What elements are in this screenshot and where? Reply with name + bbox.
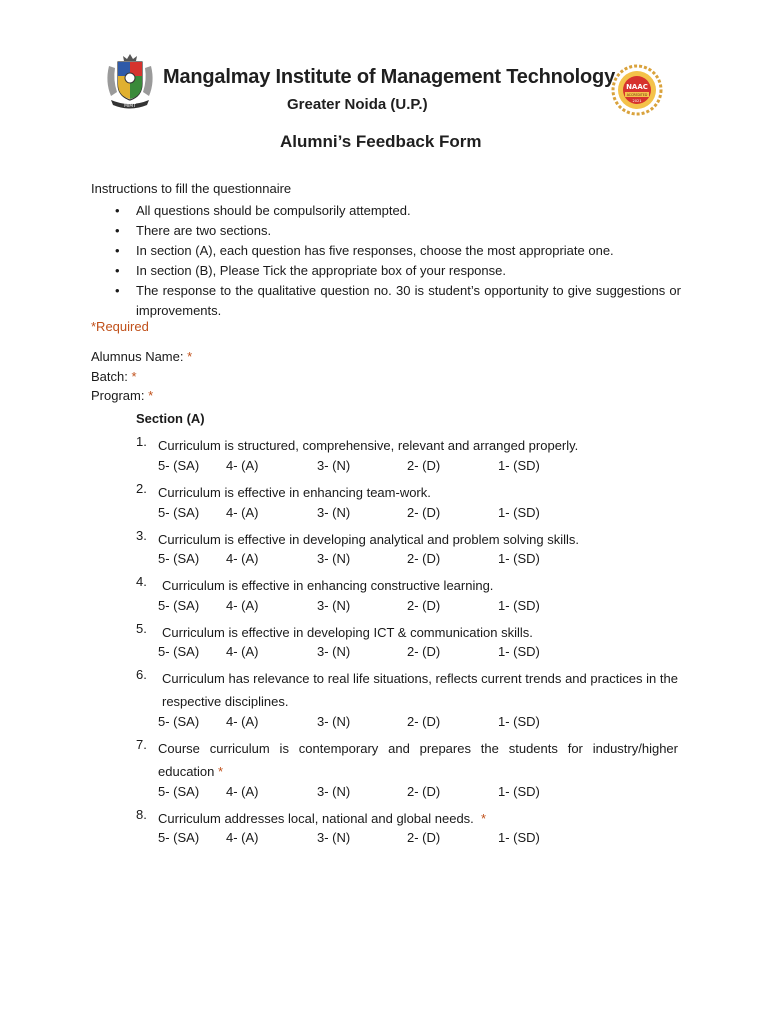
option-sd[interactable]: 1- (SD) bbox=[498, 714, 540, 729]
question-number: 6. bbox=[136, 667, 147, 682]
option-a[interactable]: 4- (A) bbox=[226, 714, 259, 729]
option-sa[interactable]: 5- (SA) bbox=[158, 505, 200, 520]
question-text: Curriculum is effective in developing ICT & communication skills. bbox=[162, 625, 533, 640]
batch-field[interactable] bbox=[91, 369, 137, 384]
question-text: Curriculum has relevance to real life situations, reflects current trends and practices in the respective disciplines. bbox=[162, 671, 678, 709]
program-field[interactable] bbox=[91, 388, 153, 403]
required-star: * bbox=[481, 811, 487, 826]
option-n[interactable]: 3- (N) bbox=[317, 644, 351, 659]
option-sa[interactable]: 5- (SA) bbox=[158, 784, 200, 799]
option-sa[interactable]: 5- (SA) bbox=[158, 644, 200, 659]
option-n[interactable]: 3- (N) bbox=[317, 598, 351, 613]
instructions-list bbox=[91, 201, 681, 321]
svg-text:2021: 2021 bbox=[632, 99, 642, 103]
instruction-item: • In section (A), each question has five responses, choose the most appropriate one. bbox=[91, 241, 681, 261]
question-number: 4. bbox=[136, 574, 147, 589]
question-number: 1. bbox=[136, 434, 147, 449]
option-a[interactable]: 4- (A) bbox=[226, 505, 259, 520]
option-sd[interactable]: 1- (SD) bbox=[498, 551, 540, 566]
instruction-item: • The response to the qualitative question no. 30 is student’s opportunity to give suggestions or improvements. bbox=[115, 283, 681, 318]
bullet-icon: • bbox=[115, 263, 120, 278]
option-d[interactable]: 2- (D) bbox=[407, 644, 441, 659]
option-sd[interactable]: 1- (SD) bbox=[498, 644, 540, 659]
bullet-icon: • bbox=[115, 243, 120, 258]
option-a[interactable]: 4- (A) bbox=[226, 830, 259, 845]
option-d[interactable]: 2- (D) bbox=[407, 784, 441, 799]
naac-badge-icon bbox=[611, 64, 663, 116]
option-d[interactable]: 2- (D) bbox=[407, 830, 441, 845]
question-number: 2. bbox=[136, 481, 147, 496]
option-d[interactable]: 2- (D) bbox=[407, 714, 441, 729]
alumnus-name-field[interactable] bbox=[91, 349, 192, 364]
question-number: 7. bbox=[136, 737, 147, 752]
section-a-heading: Section (A) bbox=[136, 411, 205, 426]
option-n[interactable]: 3- (N) bbox=[317, 714, 351, 729]
instruction-item: • There are two sections. bbox=[91, 221, 681, 241]
option-d[interactable]: 2- (D) bbox=[407, 551, 441, 566]
option-sd[interactable]: 1- (SD) bbox=[498, 458, 540, 473]
bullet-icon: • bbox=[115, 223, 120, 238]
bullet-icon: • bbox=[115, 203, 120, 218]
institute-crest-logo bbox=[103, 52, 157, 110]
option-a[interactable]: 4- (A) bbox=[226, 551, 259, 566]
option-sa[interactable]: 5- (SA) bbox=[158, 598, 200, 613]
option-sa[interactable]: 5- (SA) bbox=[158, 714, 200, 729]
option-sa[interactable]: 5- (SA) bbox=[158, 830, 200, 845]
question-number: 5. bbox=[136, 621, 147, 636]
question-text: Curriculum is structured, comprehensive, relevant and arranged properly. bbox=[158, 438, 579, 453]
option-a[interactable]: 4- (A) bbox=[226, 644, 259, 659]
question-text: Course curriculum is contemporary and prepares the students for industry/higher education * bbox=[158, 741, 678, 779]
option-sd[interactable]: 1- (SD) bbox=[498, 830, 540, 845]
option-sd[interactable]: 1- (SD) bbox=[498, 784, 540, 799]
option-a[interactable]: 4- (A) bbox=[226, 598, 259, 613]
option-sa[interactable]: 5- (SA) bbox=[158, 551, 200, 566]
question-text: Curriculum is effective in enhancing team-work. bbox=[158, 485, 431, 500]
required-note: *Required bbox=[91, 319, 149, 334]
institute-name: Mangalmay Institute of Management Technology bbox=[163, 66, 615, 88]
institute-city: Greater Noida (U.P.) bbox=[287, 96, 428, 113]
option-n[interactable]: 3- (N) bbox=[317, 784, 351, 799]
instruction-item: • All questions should be compulsorily attempted. bbox=[91, 201, 681, 221]
question-text: Curriculum addresses local, national and global needs. * bbox=[158, 811, 487, 826]
program-label: Program: bbox=[91, 388, 145, 403]
batch-label: Batch: bbox=[91, 369, 128, 384]
option-n[interactable]: 3- (N) bbox=[317, 830, 351, 845]
option-sd[interactable]: 1- (SD) bbox=[498, 598, 540, 613]
option-n[interactable]: 3- (N) bbox=[317, 458, 351, 473]
option-n[interactable]: 3- (N) bbox=[317, 551, 351, 566]
question-text: Curriculum is effective in enhancing constructive learning. bbox=[162, 578, 494, 593]
required-star: * bbox=[218, 764, 224, 779]
required-star: * bbox=[187, 349, 193, 364]
instruction-item: • In section (B), Please Tick the appropriate box of your response. bbox=[91, 261, 681, 281]
instructions-heading: Instructions to fill the questionnaire bbox=[91, 181, 292, 196]
bullet-icon: • bbox=[115, 283, 120, 298]
form-title: Alumni’s Feedback Form bbox=[280, 132, 482, 151]
svg-text:MIMT: MIMT bbox=[124, 104, 136, 109]
option-d[interactable]: 2- (D) bbox=[407, 458, 441, 473]
question-text: Curriculum is effective in developing analytical and problem solving skills. bbox=[158, 532, 580, 547]
option-sd[interactable]: 1- (SD) bbox=[498, 505, 540, 520]
option-n[interactable]: 3- (N) bbox=[317, 505, 351, 520]
option-d[interactable]: 2- (D) bbox=[407, 505, 441, 520]
alumnus-name-label: Alumnus Name: bbox=[91, 349, 184, 364]
option-d[interactable]: 2- (D) bbox=[407, 598, 441, 613]
option-sa[interactable]: 5- (SA) bbox=[158, 458, 200, 473]
required-star: * bbox=[131, 369, 137, 384]
svg-text:ACCREDITED: ACCREDITED bbox=[626, 93, 648, 97]
question-number: 8. bbox=[136, 807, 147, 822]
svg-text:NAAC: NAAC bbox=[626, 83, 648, 91]
required-star: * bbox=[148, 388, 154, 403]
option-a[interactable]: 4- (A) bbox=[226, 784, 259, 799]
question-number: 3. bbox=[136, 528, 147, 543]
option-a[interactable]: 4- (A) bbox=[226, 458, 259, 473]
